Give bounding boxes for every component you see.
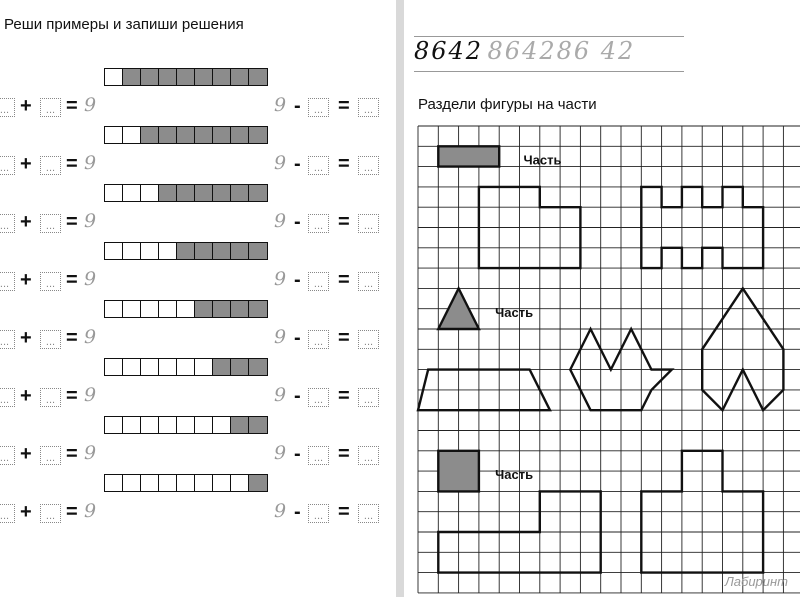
equals-sign: = — [66, 95, 78, 117]
white-cell — [231, 475, 249, 491]
white-cell — [105, 127, 123, 143]
white-cell — [159, 417, 177, 433]
gray-cell — [231, 185, 249, 201]
gray-cell — [213, 301, 231, 317]
white-cell — [105, 243, 123, 259]
equals-sign: = — [66, 269, 78, 291]
gray-cell — [249, 185, 267, 201]
part-label: Часть — [495, 304, 534, 320]
minus-sign: - — [294, 153, 301, 175]
nine-digit: 9 — [84, 94, 97, 116]
handwriting-practice-line — [414, 36, 684, 72]
white-cell — [195, 417, 213, 433]
gray-cell — [213, 69, 231, 85]
equals-sign: = — [66, 501, 78, 523]
white-cell — [105, 301, 123, 317]
answer-box[interactable]: ... — [40, 504, 61, 523]
nine-digit: 9 — [84, 326, 97, 348]
white-cell — [195, 359, 213, 375]
answer-box[interactable]: ... — [358, 98, 379, 117]
white-cell — [123, 243, 141, 259]
gray-cell — [195, 69, 213, 85]
cell-bar — [104, 242, 268, 260]
gray-cell — [195, 127, 213, 143]
gray-cell — [231, 243, 249, 259]
gray-cell — [231, 301, 249, 317]
minus-sign: - — [294, 327, 301, 349]
equation-row — [0, 500, 396, 526]
equation-row — [0, 94, 396, 120]
left-page — [0, 0, 396, 597]
white-cell — [123, 417, 141, 433]
gray-cell — [249, 475, 267, 491]
plus-sign: + — [20, 327, 32, 349]
equals-sign: = — [338, 211, 350, 233]
nine-digit: 9 — [274, 268, 287, 290]
part-label: Часть — [495, 467, 534, 483]
equals-sign: = — [338, 327, 350, 349]
gray-cell — [141, 127, 159, 143]
equals-sign: = — [338, 385, 350, 407]
equation-row — [0, 442, 396, 468]
answer-box[interactable]: ... — [308, 272, 329, 291]
answer-box[interactable]: ... — [308, 504, 329, 523]
gray-cell — [177, 243, 195, 259]
answer-box[interactable]: ... — [0, 446, 15, 465]
answer-box[interactable]: ... — [308, 156, 329, 175]
nine-digit: 9 — [274, 326, 287, 348]
answer-box[interactable]: ... — [0, 388, 15, 407]
gray-cell — [195, 243, 213, 259]
gray-cell — [249, 127, 267, 143]
answer-box[interactable]: ... — [358, 156, 379, 175]
equals-sign: = — [66, 385, 78, 407]
gray-cell — [195, 185, 213, 201]
white-cell — [177, 417, 195, 433]
gray-cell — [213, 243, 231, 259]
minus-sign: - — [294, 501, 301, 523]
handwriting-sample-digits: 8642 — [414, 37, 484, 65]
nine-digit: 9 — [274, 94, 287, 116]
answer-box[interactable]: ... — [0, 98, 15, 117]
gray-cell — [213, 127, 231, 143]
cell-bar — [104, 474, 268, 492]
gray-cell — [159, 185, 177, 201]
minus-sign: - — [294, 269, 301, 291]
answer-box[interactable]: ... — [358, 330, 379, 349]
white-cell — [159, 475, 177, 491]
answer-box[interactable]: ... — [358, 214, 379, 233]
nine-digit: 9 — [84, 152, 97, 174]
equation-row — [0, 326, 396, 352]
gray-cell — [123, 69, 141, 85]
plus-sign: + — [20, 443, 32, 465]
white-cell — [105, 475, 123, 491]
white-cell — [105, 359, 123, 375]
white-cell — [141, 243, 159, 259]
answer-box[interactable]: ... — [358, 446, 379, 465]
white-cell — [105, 69, 123, 85]
publisher-watermark: Лабиринт — [724, 574, 788, 589]
answer-box[interactable]: ... — [308, 98, 329, 117]
white-cell — [123, 127, 141, 143]
white-cell — [159, 243, 177, 259]
equals-sign: = — [66, 153, 78, 175]
answer-box[interactable]: ... — [0, 272, 15, 291]
gray-cell — [159, 127, 177, 143]
white-cell — [141, 185, 159, 201]
answer-box[interactable]: ... — [40, 98, 61, 117]
white-cell — [159, 301, 177, 317]
answer-box[interactable]: ... — [40, 330, 61, 349]
sample-part-square — [438, 451, 479, 492]
answer-box[interactable]: ... — [0, 214, 15, 233]
white-cell — [213, 475, 231, 491]
gray-cell — [231, 69, 249, 85]
gray-cell — [195, 301, 213, 317]
white-cell — [141, 417, 159, 433]
gray-cell — [249, 417, 267, 433]
gray-cell — [213, 185, 231, 201]
equals-sign: = — [338, 443, 350, 465]
white-cell — [123, 185, 141, 201]
white-cell — [123, 359, 141, 375]
cell-bar — [104, 416, 268, 434]
equation-row — [0, 210, 396, 236]
nine-digit: 9 — [274, 384, 287, 406]
white-cell — [141, 301, 159, 317]
nine-digit: 9 — [84, 442, 97, 464]
gray-cell — [141, 69, 159, 85]
gray-cell — [231, 359, 249, 375]
equals-sign: = — [66, 327, 78, 349]
cell-bar — [104, 68, 268, 86]
gray-cell — [177, 127, 195, 143]
cell-bar — [104, 358, 268, 376]
cell-bar — [104, 126, 268, 144]
gray-cell — [231, 417, 249, 433]
gray-cell — [177, 185, 195, 201]
gray-cell — [249, 69, 267, 85]
gray-cell — [231, 127, 249, 143]
white-cell — [105, 185, 123, 201]
answer-box[interactable]: ... — [40, 214, 61, 233]
nine-digit: 9 — [274, 442, 287, 464]
nine-digit: 9 — [84, 500, 97, 522]
white-cell — [105, 417, 123, 433]
answer-box[interactable]: ... — [40, 156, 61, 175]
white-cell — [123, 475, 141, 491]
gray-cell — [159, 69, 177, 85]
right-page — [404, 0, 800, 597]
white-cell — [141, 359, 159, 375]
nine-digit: 9 — [84, 384, 97, 406]
equation-row — [0, 152, 396, 178]
white-cell — [177, 359, 195, 375]
plus-sign: + — [20, 211, 32, 233]
gray-cell — [213, 359, 231, 375]
answer-box[interactable]: ... — [40, 272, 61, 291]
equation-row — [0, 268, 396, 294]
minus-sign: - — [294, 95, 301, 117]
page-title: Реши примеры и запиши решения — [4, 16, 244, 33]
answer-box[interactable]: ... — [308, 388, 329, 407]
answer-box[interactable]: ... — [358, 272, 379, 291]
plus-sign: + — [20, 95, 32, 117]
equals-sign: = — [338, 95, 350, 117]
answer-box[interactable]: ... — [40, 388, 61, 407]
equals-sign: = — [338, 269, 350, 291]
nine-digit: 9 — [84, 210, 97, 232]
plus-sign: + — [20, 153, 32, 175]
white-cell — [159, 359, 177, 375]
sample-part-rect — [438, 146, 499, 166]
cell-bar — [104, 184, 268, 202]
part-label: Часть — [523, 152, 562, 168]
answer-box[interactable]: ... — [358, 388, 379, 407]
equals-sign: = — [66, 211, 78, 233]
answer-box[interactable]: ... — [308, 330, 329, 349]
section-title: Раздели фигуры на части — [418, 96, 597, 113]
equals-sign: = — [66, 443, 78, 465]
handwriting-trace-digits: 864286 42 — [487, 37, 636, 65]
gray-cell — [249, 359, 267, 375]
grid-worksheet — [404, 120, 800, 597]
nine-digit: 9 — [274, 500, 287, 522]
answer-box[interactable]: ... — [0, 330, 15, 349]
answer-box[interactable]: ... — [0, 504, 15, 523]
answer-box[interactable]: ... — [308, 446, 329, 465]
answer-box[interactable]: ... — [358, 504, 379, 523]
white-cell — [123, 301, 141, 317]
cell-bar — [104, 300, 268, 318]
white-cell — [177, 301, 195, 317]
gray-cell — [177, 69, 195, 85]
plus-sign: + — [20, 501, 32, 523]
gray-cell — [249, 243, 267, 259]
white-cell — [195, 475, 213, 491]
answer-box[interactable]: ... — [40, 446, 61, 465]
equals-sign: = — [338, 153, 350, 175]
plus-sign: + — [20, 385, 32, 407]
white-cell — [141, 475, 159, 491]
minus-sign: - — [294, 385, 301, 407]
answer-box[interactable]: ... — [308, 214, 329, 233]
gray-cell — [249, 301, 267, 317]
minus-sign: - — [294, 211, 301, 233]
nine-digit: 9 — [84, 268, 97, 290]
equation-row — [0, 384, 396, 410]
nine-digit: 9 — [274, 152, 287, 174]
white-cell — [213, 417, 231, 433]
white-cell — [177, 475, 195, 491]
minus-sign: - — [294, 443, 301, 465]
nine-digit: 9 — [274, 210, 287, 232]
equals-sign: = — [338, 501, 350, 523]
plus-sign: + — [20, 269, 32, 291]
answer-box[interactable]: ... — [0, 156, 15, 175]
